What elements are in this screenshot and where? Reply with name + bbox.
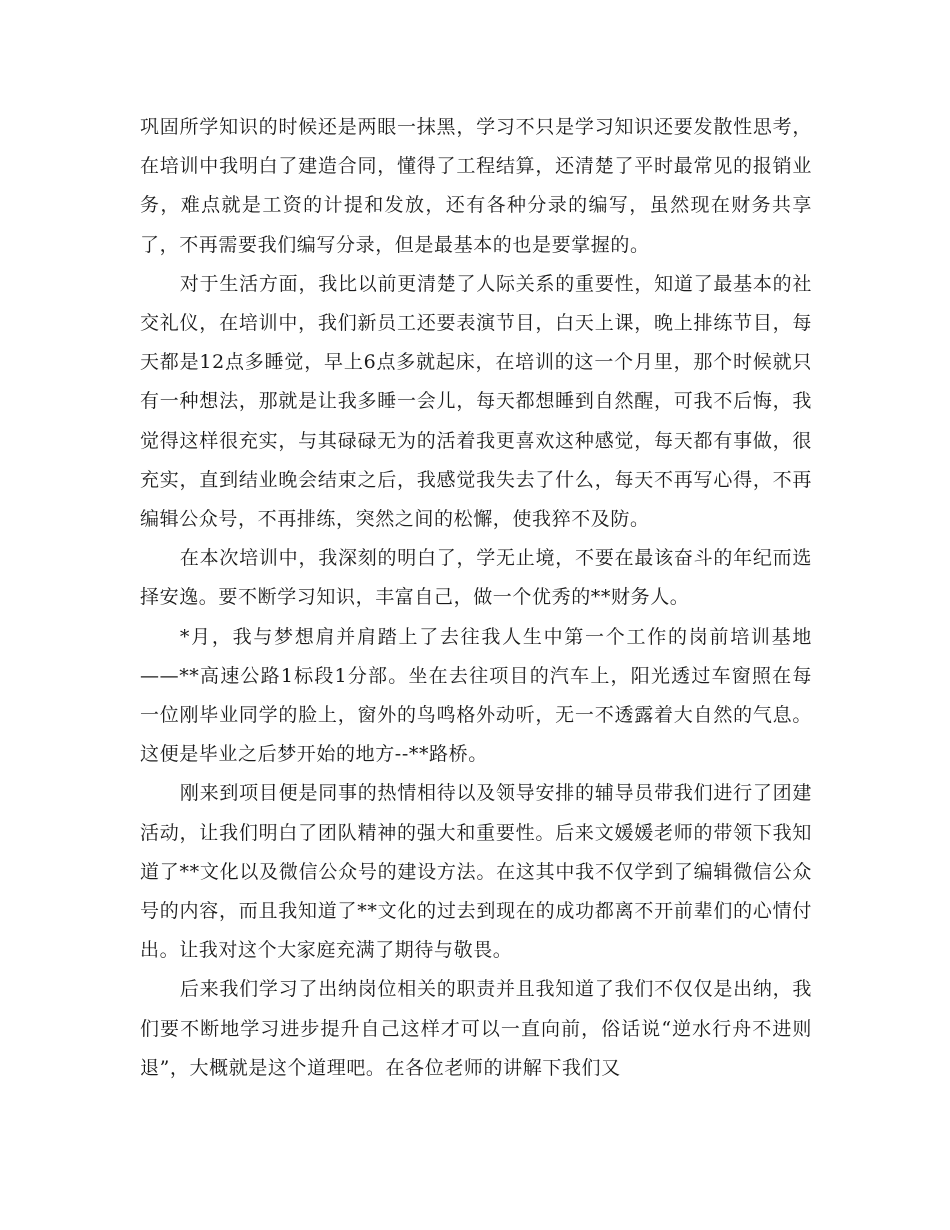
paragraph-lesson: 在本次培训中，我深刻的明白了，学无止境，不要在最该奋斗的年纪而选择安逸。要不断学习知识，丰富自己，做一个优秀的**财务人。 xyxy=(140,547,812,609)
document-body xyxy=(140,108,812,1088)
paragraph-training-base: *月，我与梦想肩并肩踏上了去往我人生中第一个工作的岗前培训基地——**高速公路1标段1分部。坐在去往项目的汽车上，阳光透过车窗照在每一位刚毕业同学的脸上，窗外的鸟鸣格外动听，无一不透露着大自然的气息。这便是毕业之后梦开始的地方--**路桥。 xyxy=(140,625,812,766)
paragraph-continued: 巩固所学知识的时候还是两眼一抹黑，学习不只是学习知识还要发散性思考，在培训中我明白了建造合同，懂得了工程结算，还清楚了平时最常见的报销业务，难点就是工资的计提和发放，还有各种分录的编写，虽然现在财务共享了，不再需要我们编写分录，但是最基本的也是要掌握的。 xyxy=(140,116,812,256)
paragraph-team-building: 刚来到项目便是同事的热情相待以及领导安排的辅导员带我们进行了团建活动，让我们明白了团队精神的强大和重要性。后来文媛媛老师的带领下我知道了**文化以及微信公众号的建设方法。在这其中我不仅学到了编辑微信公众号的内容，而且我知道了**文化的过去到现在的成功都离不开前辈们的心情付出。让我对这个大家庭充满了期待与敬畏。 xyxy=(140,782,812,962)
paragraph-life: 对于生活方面，我比以前更清楚了人际关系的重要性，知道了最基本的社交礼仪，在培训中，我们新员工还要表演节目，白天上课，晚上排练节目，每天都是12点多睡觉，早上6点多就起床，在培训的这一个月里，那个时候就只有一种想法，那就是让我多睡一会儿，每天都想睡到自然醒，可我不后悔，我觉得这样很充实，与其碌碌无为的活着我更喜欢这种感觉，每天都有事做，很充实，直到结业晚会结束之后，我感觉我失去了什么，每天不再写心得，不再编辑公众号，不再排练，突然之间的松懈，使我猝不及防。 xyxy=(140,272,812,531)
paragraph-cashier: 后来我们学习了出纳岗位相关的职责并且我知道了我们不仅仅是出纳，我们要不断地学习进步提升自己这样才可以一直向前，俗话说“逆水行舟不进则退”，大概就是这个道理吧。在各位老师的讲解下我们又 xyxy=(140,978,812,1079)
